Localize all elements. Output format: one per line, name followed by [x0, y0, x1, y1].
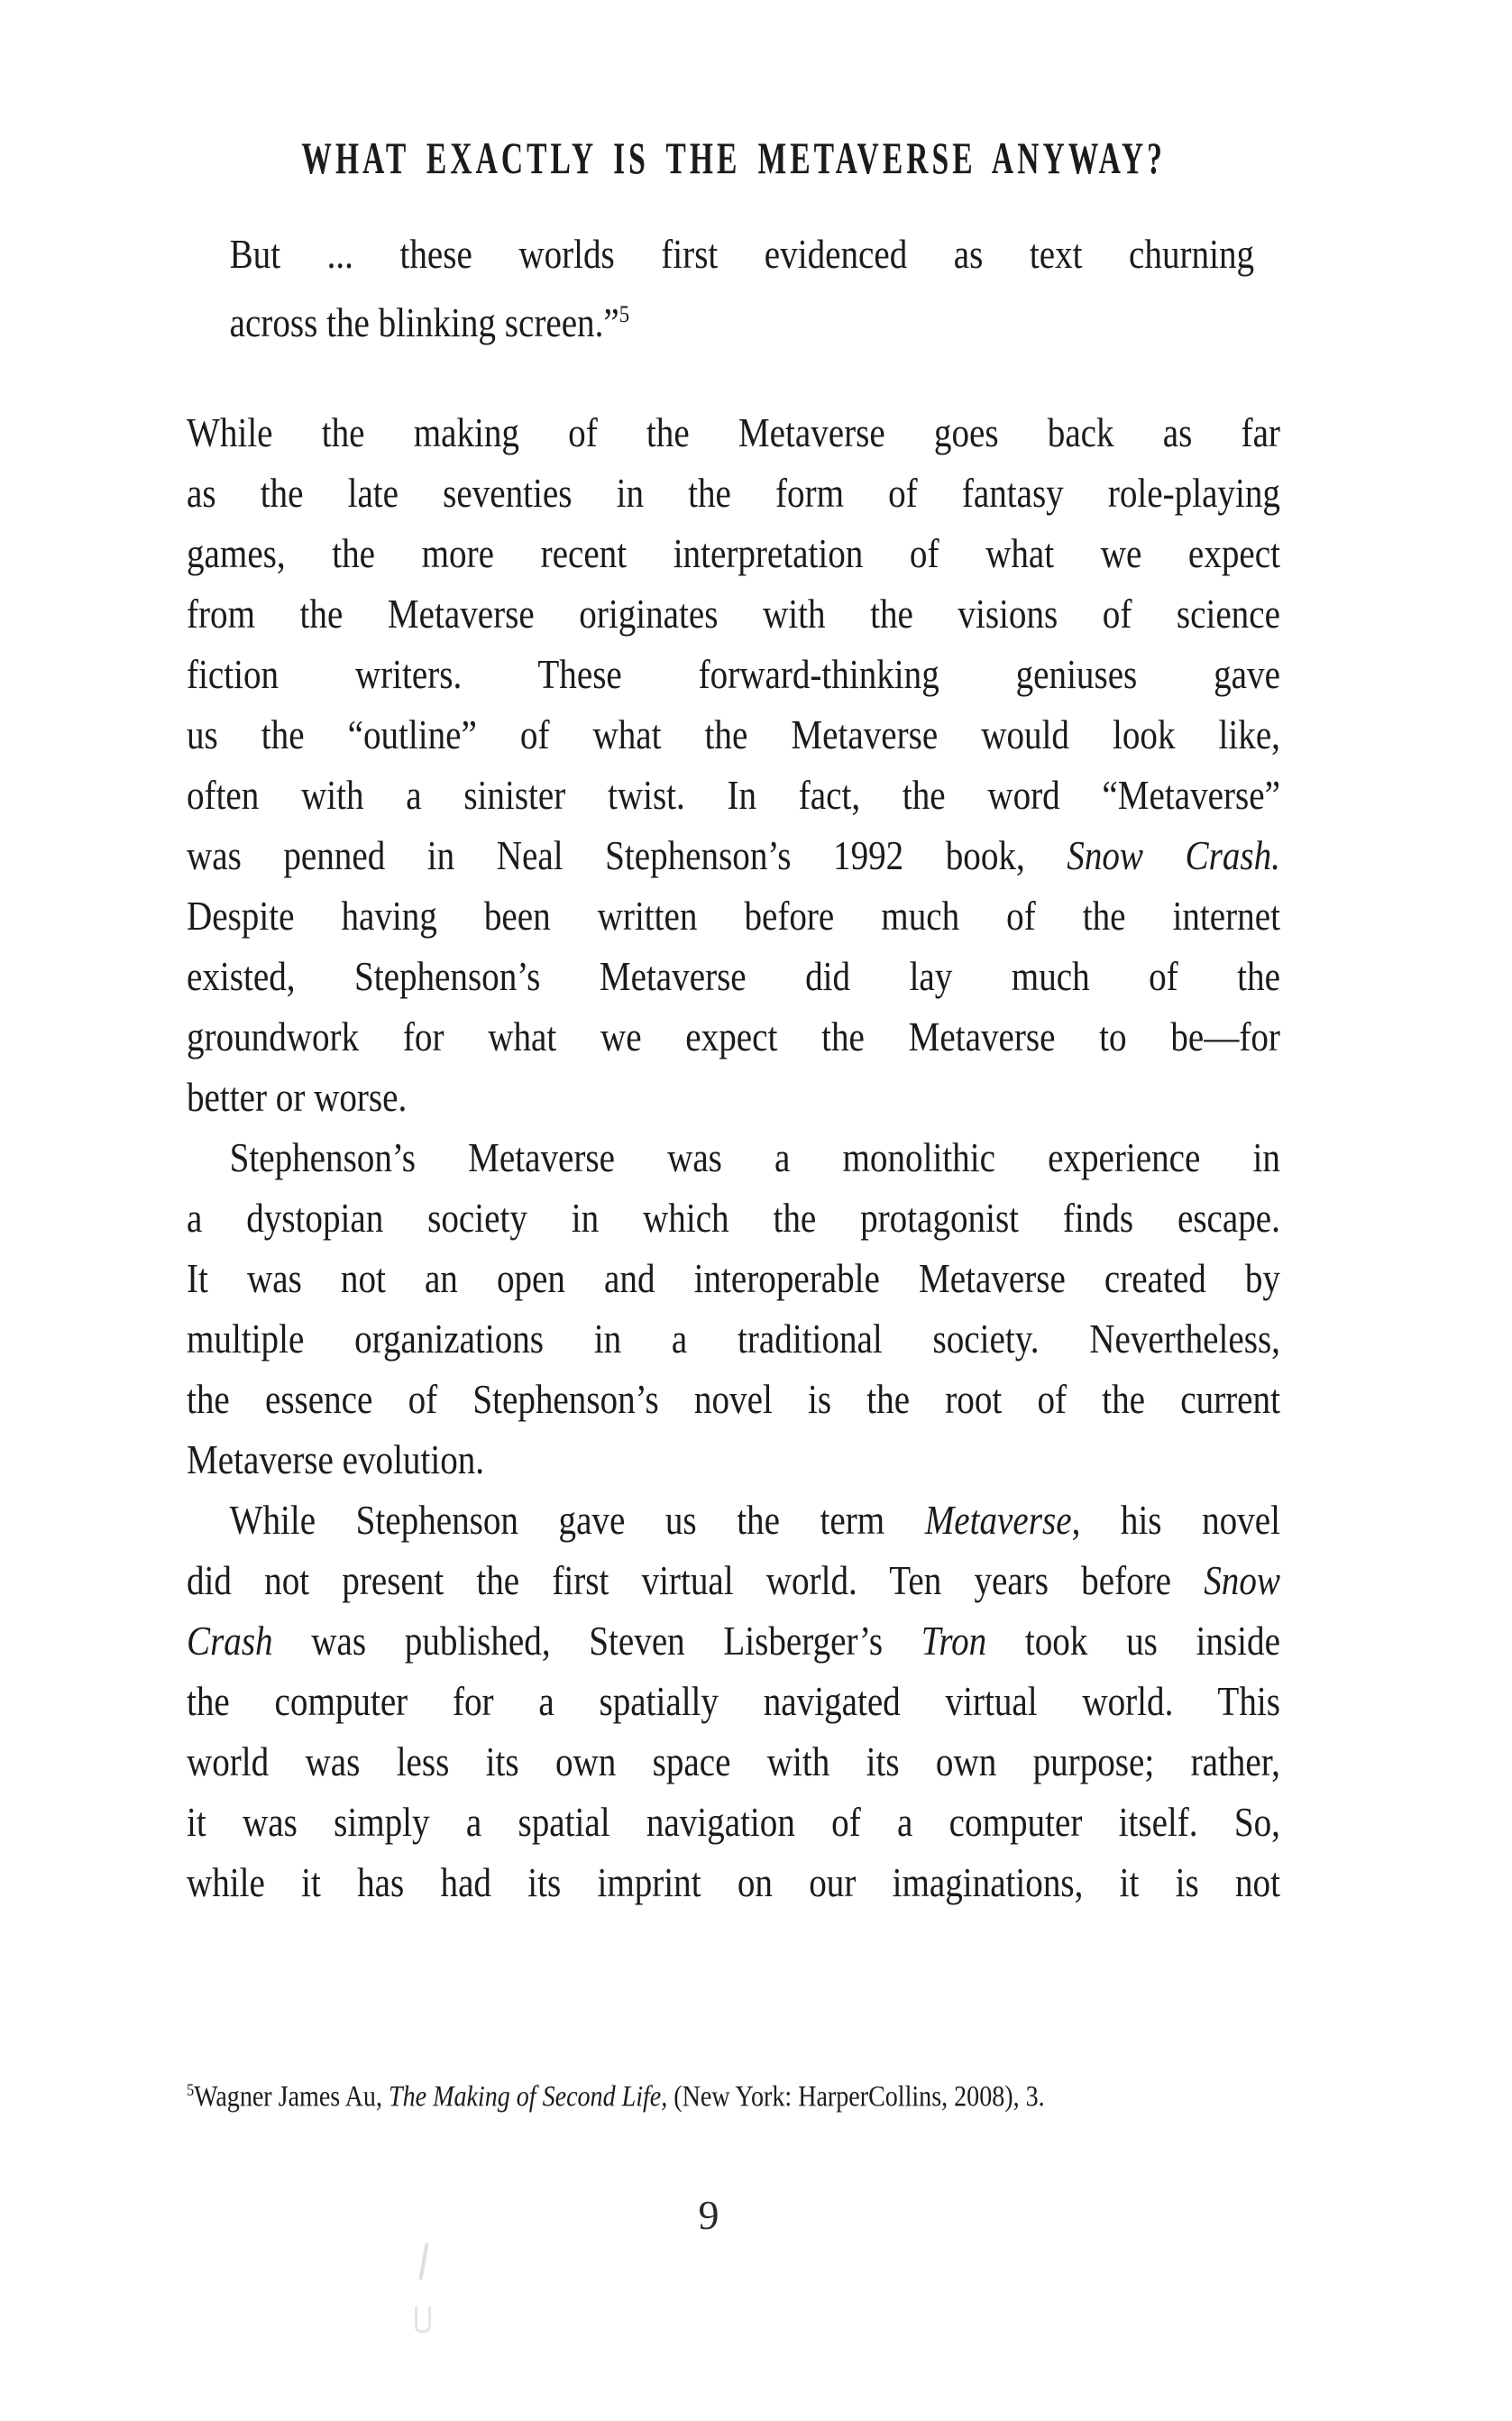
text-line [187, 1792, 1280, 1852]
text-segment: existed, Stephenson’s Metaverse did lay much of the [187, 953, 1280, 999]
text-segment: While Stephenson gave us the term [229, 1497, 925, 1543]
text-line [187, 825, 1280, 885]
text-line [187, 583, 1280, 644]
text-segment: a dystopian society in which the protagonist finds escape. [187, 1195, 1280, 1241]
text-segment: better or worse. [187, 1074, 408, 1120]
text-line [187, 1369, 1280, 1429]
text-line [187, 644, 1280, 704]
text-line [187, 1248, 1280, 1308]
text-column [187, 0, 1280, 2421]
text-line [230, 284, 1254, 353]
chapter-running-head [187, 132, 1280, 184]
text-line [187, 1308, 1280, 1369]
text-segment: Stephenson’s Metaverse was a monolithic experience in [229, 1134, 1280, 1180]
text-line [187, 946, 1280, 1006]
italic-text: Tron [921, 1618, 987, 1664]
italic-text: Snow [1204, 1557, 1280, 1603]
footnote [187, 2060, 1280, 2127]
text-line [187, 1127, 1280, 1188]
text-segment: while it has had its imprint on our imaginations, it is not [187, 1859, 1280, 1905]
italic-text: Metaverse [924, 1497, 1072, 1543]
text-segment: often with a sinister twist. In fact, the word “Metaverse” [187, 772, 1280, 818]
text-line [187, 1188, 1280, 1248]
text-segment: was penned in Neal Stephenson’s 1992 book, [187, 832, 1068, 878]
text-line [187, 885, 1280, 946]
text-segment: Wagner James Au, [194, 2080, 389, 2114]
text-segment: the computer for a spatially navigated virtual world. This [187, 1678, 1280, 1724]
text-line [187, 765, 1280, 825]
text-line [187, 2060, 1280, 2127]
text-segment: fiction writers. These forward-thinking geniuses gave [187, 651, 1280, 697]
text-line [187, 1610, 1280, 1671]
text-line [187, 463, 1280, 523]
text-line [187, 1852, 1280, 1912]
text-line [187, 523, 1280, 583]
italic-text: Snow Crash. [1067, 832, 1280, 878]
running-head-text: WHAT EXACTLY IS THE METAVERSE ANYWAY? [301, 133, 1166, 183]
text-line [187, 1550, 1280, 1610]
scan-artifact-dot [415, 2306, 431, 2333]
text-line [187, 1490, 1280, 1550]
italic-text: The Making of Second Life, [388, 2080, 668, 2114]
text-segment: While the making of the Metaverse goes back as far [187, 409, 1280, 455]
text-segment: was published, Steven Lisberger’s [272, 1618, 921, 1664]
block-quote [187, 224, 1280, 353]
text-segment: , his novel [1071, 1497, 1280, 1543]
text-line [187, 1067, 1280, 1127]
text-segment: as the late seventies in the form of fantasy role-playing [187, 470, 1280, 516]
text-line [230, 224, 1254, 284]
text-line [187, 1671, 1280, 1731]
body-text [187, 402, 1280, 1912]
text-segment: games, the more recent interpretation of what we expect [187, 530, 1280, 576]
text-segment: multiple organizations in a traditional society. Nevertheless, [187, 1316, 1280, 1362]
text-segment: took us inside [986, 1618, 1280, 1664]
text-line [187, 1731, 1280, 1792]
text-segment: it was simply a spatial navigation of a computer itself. So, [187, 1799, 1280, 1845]
text-line [187, 704, 1280, 765]
text-segment: Metaverse evolution. [187, 1436, 485, 1482]
text-segment: It was not an open and interoperable Metaverse created by [187, 1255, 1280, 1301]
text-line [187, 1006, 1280, 1067]
text-segment: Despite having been written before much of the internet [187, 893, 1280, 939]
text-segment: did not present the first virtual world. Ten years before [187, 1557, 1205, 1603]
text-segment: But ... these worlds first evidenced as text churning [229, 231, 1255, 277]
italic-text: Crash [187, 1618, 273, 1664]
text-segment: across the blinking screen.” [229, 299, 619, 345]
superscript-ref: 5 [187, 2081, 195, 2100]
text-line [187, 402, 1280, 463]
text-segment: (New York: HarperCollins, 2008), 3. [667, 2080, 1045, 2114]
text-segment: world was less its own space with its own purpose; rather, [187, 1738, 1280, 1784]
page-number: 9 [698, 2192, 719, 2238]
superscript-ref: 5 [619, 300, 630, 327]
text-segment: groundwork for what we expect the Metaverse to be—for [187, 1013, 1280, 1059]
text-segment: from the Metaverse originates with the visions of science [187, 591, 1280, 637]
text-segment: the essence of Stephenson’s novel is the root of the current [187, 1376, 1280, 1422]
text-line [187, 1429, 1280, 1490]
text-segment: us the “outline” of what the Metaverse would look like, [187, 711, 1280, 757]
